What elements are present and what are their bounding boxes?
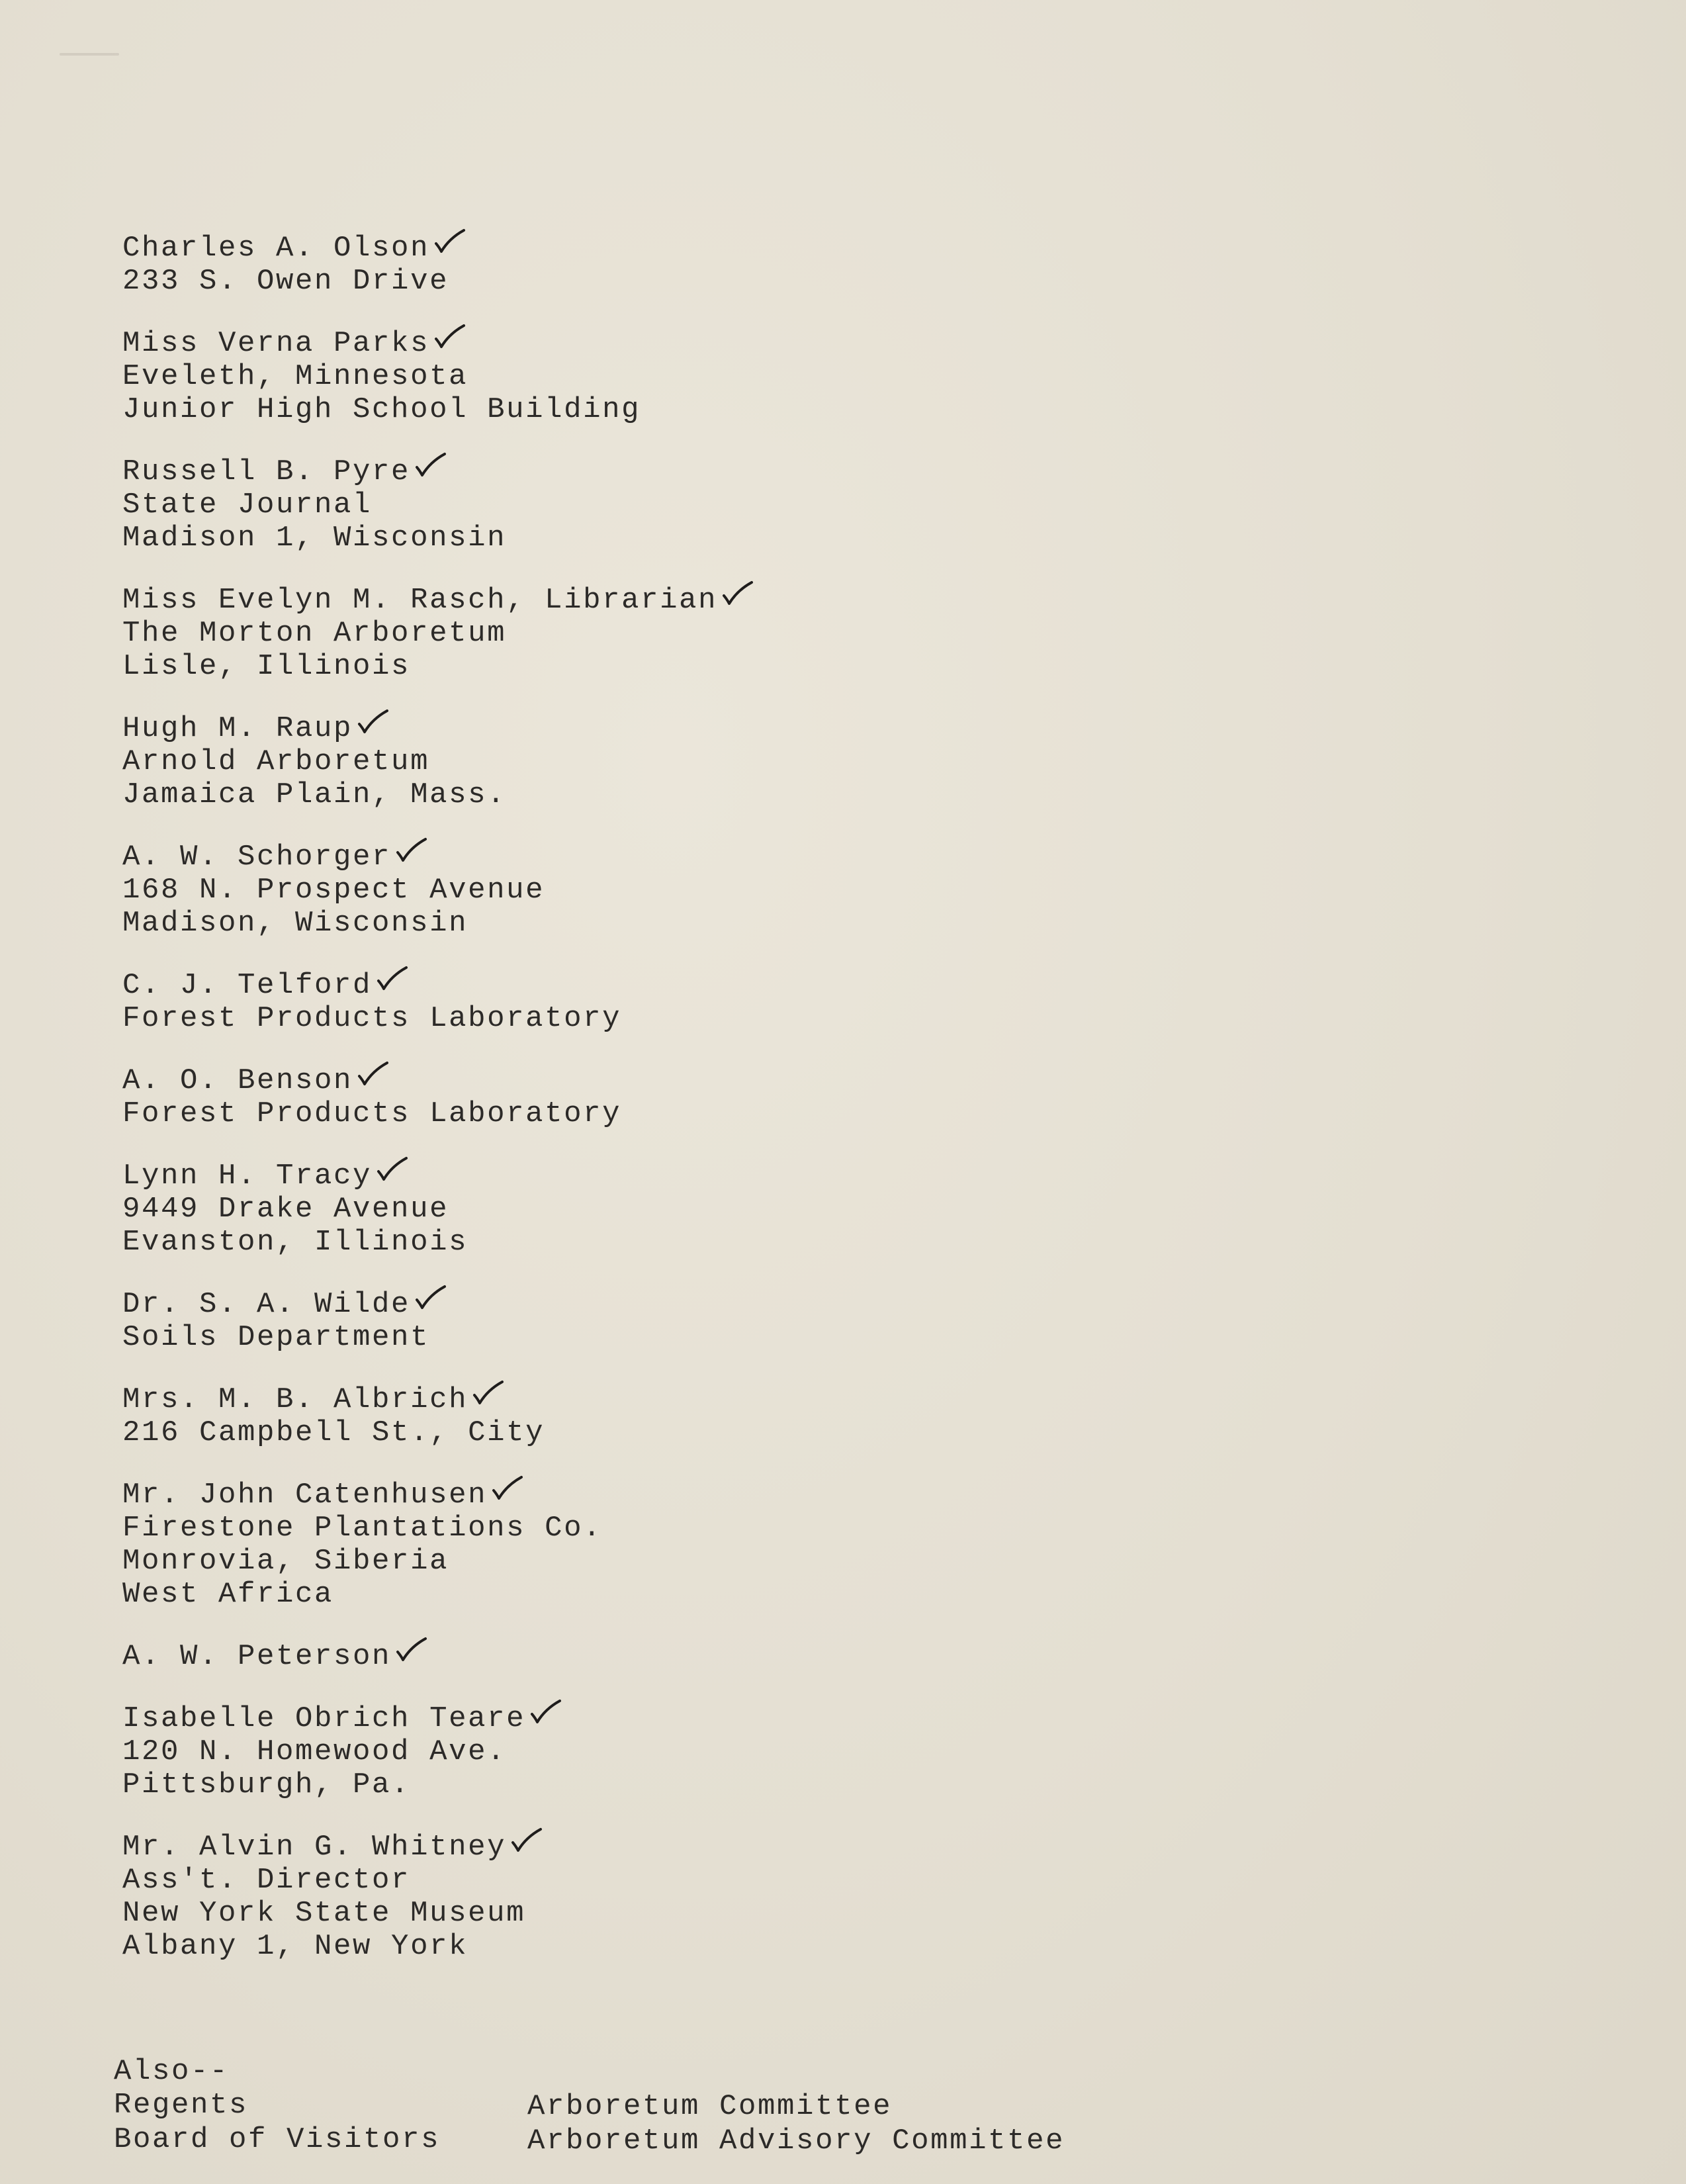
recipient-name: Charles A. Olson bbox=[122, 232, 430, 265]
address-line bbox=[122, 745, 1313, 778]
address-entry bbox=[122, 1702, 1313, 1801]
also-heading: Also-- bbox=[114, 2055, 230, 2088]
address-line bbox=[122, 265, 1313, 298]
address-entry bbox=[122, 1160, 1313, 1259]
recipient-name-line bbox=[122, 1831, 1313, 1864]
address-line bbox=[122, 650, 1313, 683]
recipient-name-line bbox=[122, 455, 1313, 488]
also-columns bbox=[114, 2088, 1371, 2158]
address-text: Madison 1, Wisconsin bbox=[122, 522, 507, 555]
address-text: The Morton Arboretum bbox=[122, 617, 507, 650]
check-mark-icon bbox=[433, 228, 466, 254]
address-line bbox=[122, 1097, 1313, 1130]
also-item: Regents bbox=[114, 2089, 249, 2122]
recipient-name: Miss Verna Parks bbox=[122, 327, 430, 360]
recipient-name: A. W. Peterson bbox=[122, 1640, 392, 1673]
address-entry bbox=[122, 327, 1313, 426]
recipient-name-line bbox=[122, 1064, 1313, 1097]
recipient-name: Dr. S. A. Wilde bbox=[122, 1288, 411, 1321]
recipient-name-line bbox=[122, 712, 1313, 745]
address-line bbox=[122, 522, 1313, 555]
paper-smudge bbox=[60, 53, 119, 56]
address-line bbox=[122, 1735, 1313, 1768]
address-line bbox=[122, 1416, 1313, 1449]
recipient-name: C. J. Telford bbox=[122, 969, 373, 1002]
check-mark-icon bbox=[529, 1698, 562, 1725]
address-text: Albany 1, New York bbox=[122, 1930, 468, 1963]
address-entry bbox=[122, 1831, 1313, 1963]
address-line bbox=[122, 360, 1313, 393]
recipient-name-line bbox=[122, 1383, 1313, 1416]
address-text: Forest Products Laboratory bbox=[122, 1002, 622, 1035]
also-item: Board of Visitors bbox=[114, 2123, 441, 2156]
address-line bbox=[122, 1545, 1313, 1578]
recipient-name-line bbox=[122, 1640, 1313, 1673]
address-text: Junior High School Building bbox=[122, 393, 641, 426]
check-mark-icon bbox=[491, 1475, 524, 1501]
recipient-name: A. O. Benson bbox=[122, 1064, 353, 1097]
recipient-name-line bbox=[122, 232, 1313, 265]
also-right-column bbox=[527, 2088, 1123, 2158]
address-line bbox=[122, 1512, 1313, 1545]
check-mark-icon bbox=[376, 965, 409, 991]
address-entry bbox=[122, 584, 1313, 683]
address-text: State Journal bbox=[122, 488, 373, 522]
address-line bbox=[122, 1864, 1313, 1897]
address-line bbox=[122, 488, 1313, 522]
address-text: Arnold Arboretum bbox=[122, 745, 430, 778]
address-entry bbox=[122, 1288, 1313, 1354]
address-line bbox=[122, 617, 1313, 650]
address-entry bbox=[122, 232, 1313, 298]
address-text: Lisle, Illinois bbox=[122, 650, 411, 683]
recipient-name: Miss Evelyn M. Rasch, Librarian bbox=[122, 584, 718, 617]
address-text: 9449 Drake Avenue bbox=[122, 1193, 449, 1226]
check-mark-icon bbox=[357, 708, 390, 735]
address-text: 216 Campbell St., City bbox=[122, 1416, 545, 1449]
check-mark-icon bbox=[395, 1636, 428, 1662]
address-line bbox=[122, 1226, 1313, 1259]
recipient-name: Isabelle Obrich Teare bbox=[122, 1702, 526, 1735]
address-entry bbox=[122, 1383, 1313, 1449]
address-line bbox=[122, 874, 1313, 907]
address-text: Soils Department bbox=[122, 1321, 430, 1354]
check-mark-icon bbox=[510, 1827, 543, 1853]
address-entry bbox=[122, 1064, 1313, 1130]
address-line bbox=[122, 907, 1313, 940]
recipient-name: A. W. Schorger bbox=[122, 841, 392, 874]
address-text: New York State Museum bbox=[122, 1897, 526, 1930]
address-line bbox=[122, 1768, 1313, 1801]
recipient-name-line bbox=[122, 969, 1313, 1002]
also-item: Arboretum Committee bbox=[527, 2090, 893, 2123]
address-text: Ass't. Director bbox=[122, 1864, 411, 1897]
address-entry bbox=[122, 969, 1313, 1035]
recipient-name: Hugh M. Raup bbox=[122, 712, 353, 745]
recipient-name: Mr. John Catenhusen bbox=[122, 1479, 488, 1512]
check-mark-icon bbox=[721, 580, 754, 606]
recipient-name-line bbox=[122, 584, 1313, 617]
recipient-name: Mrs. M. B. Albrich bbox=[122, 1383, 468, 1416]
address-list bbox=[122, 232, 1313, 1992]
address-line bbox=[122, 1578, 1313, 1611]
also-left-column bbox=[114, 2088, 527, 2158]
recipient-name-line bbox=[122, 327, 1313, 360]
address-text: Evanston, Illinois bbox=[122, 1226, 468, 1259]
address-text: Forest Products Laboratory bbox=[122, 1097, 622, 1130]
check-mark-icon bbox=[395, 837, 428, 863]
recipient-name-line bbox=[122, 1288, 1313, 1321]
address-text: Monrovia, Siberia bbox=[122, 1545, 449, 1578]
recipient-name: Lynn H. Tracy bbox=[122, 1160, 373, 1193]
address-text: West Africa bbox=[122, 1578, 334, 1611]
check-mark-icon bbox=[472, 1379, 505, 1406]
address-line bbox=[122, 1321, 1313, 1354]
address-text: 233 S. Owen Drive bbox=[122, 265, 449, 298]
address-text: 120 N. Homewood Ave. bbox=[122, 1735, 507, 1768]
check-mark-icon bbox=[376, 1156, 409, 1182]
recipient-name-line bbox=[122, 1702, 1313, 1735]
address-text: Firestone Plantations Co. bbox=[122, 1512, 603, 1545]
also-item: Arboretum Advisory Committee bbox=[527, 2124, 1065, 2158]
address-line bbox=[122, 1193, 1313, 1226]
address-text: Pittsburgh, Pa. bbox=[122, 1768, 411, 1801]
recipient-name: Russell B. Pyre bbox=[122, 455, 411, 488]
recipient-name: Mr. Alvin G. Whitney bbox=[122, 1831, 507, 1864]
address-text: Jamaica Plain, Mass. bbox=[122, 778, 507, 811]
check-mark-icon bbox=[433, 323, 466, 349]
address-entry bbox=[122, 455, 1313, 555]
check-mark-icon bbox=[414, 451, 447, 478]
address-entry bbox=[122, 1640, 1313, 1673]
address-text: 168 N. Prospect Avenue bbox=[122, 874, 545, 907]
address-line bbox=[122, 1897, 1313, 1930]
also-section bbox=[114, 2055, 1371, 2158]
recipient-name-line bbox=[122, 1479, 1313, 1512]
recipient-name-line bbox=[122, 841, 1313, 874]
address-entry bbox=[122, 712, 1313, 811]
address-line bbox=[122, 1002, 1313, 1035]
address-line bbox=[122, 393, 1313, 426]
check-mark-icon bbox=[357, 1060, 390, 1087]
check-mark-icon bbox=[414, 1284, 447, 1310]
address-entry bbox=[122, 841, 1313, 940]
address-entry bbox=[122, 1479, 1313, 1611]
address-line bbox=[122, 778, 1313, 811]
address-line bbox=[122, 1930, 1313, 1963]
address-text: Madison, Wisconsin bbox=[122, 907, 468, 940]
recipient-name-line bbox=[122, 1160, 1313, 1193]
address-text: Eveleth, Minnesota bbox=[122, 360, 468, 393]
